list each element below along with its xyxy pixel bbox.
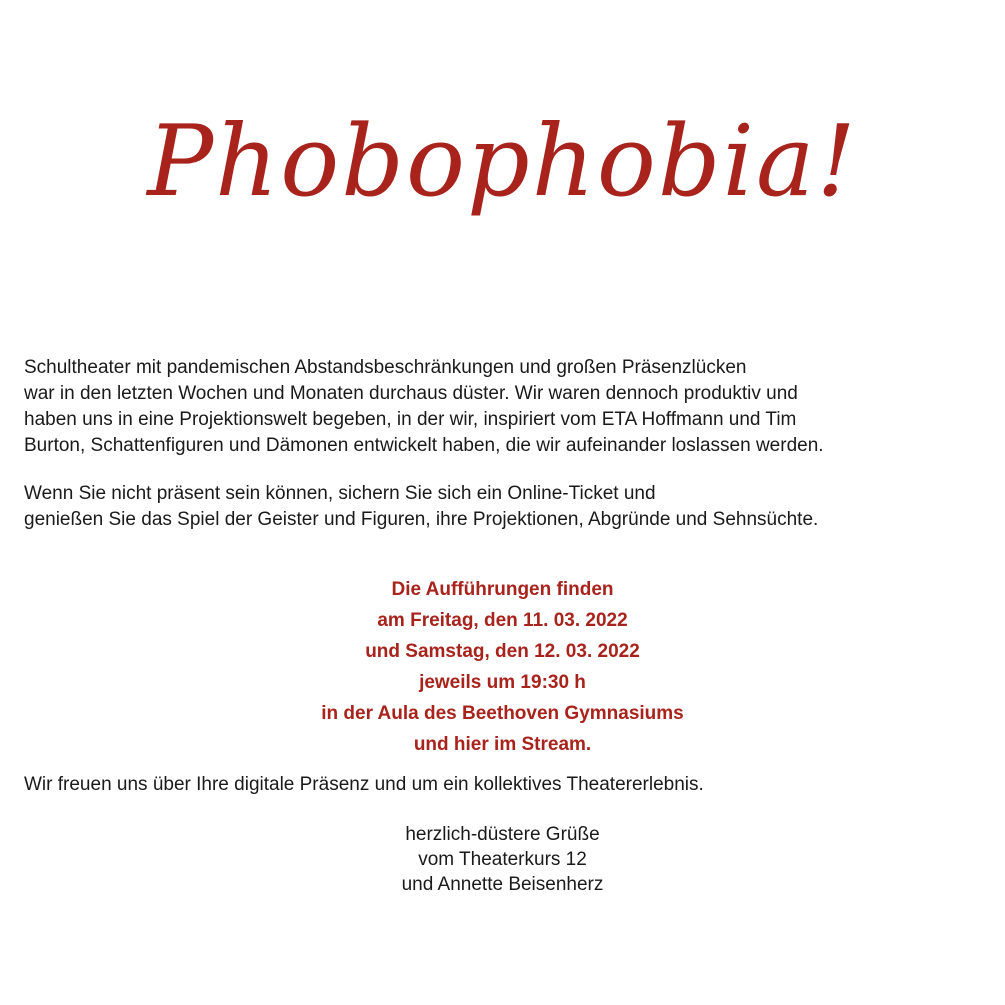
thanks-paragraph: Wir freuen uns über Ihre digitale Präsenz und um ein kollektives Theatererlebnis. [24, 774, 704, 795]
intro-line: haben uns in eine Projektionswelt begeben, in der wir, inspiriert vom ETA Hoffmann und Tim [24, 409, 797, 430]
announcement-date-friday: am Freitag, den 11. 03. 2022 [377, 610, 628, 631]
closing-signature [0, 822, 1005, 897]
announcement-line: Die Aufführungen finden [391, 579, 614, 600]
closing-line: und Annette Beisenherz [401, 874, 604, 895]
performance-announcement [0, 574, 1005, 760]
page-title: Phobophobia! [147, 105, 858, 219]
intro-paragraph [24, 355, 984, 459]
intro-line: Burton, Schattenfiguren und Dämonen entwickelt haben, die wir aufeinander loslassen werden. [24, 435, 824, 456]
announcement-venue: in der Aula des Beethoven Gymnasiums [321, 703, 684, 724]
closing-line: vom Theaterkurs 12 [418, 849, 587, 870]
announcement-date-saturday: und Samstag, den 12. 03. 2022 [365, 641, 640, 662]
announcement-stream: und hier im Stream. [413, 734, 592, 755]
announcement-time: jeweils um 19:30 h [419, 672, 586, 693]
online-ticket-paragraph [24, 481, 984, 533]
online-line: Wenn Sie nicht präsent sein können, sichern Sie sich ein Online-Ticket und [24, 483, 656, 504]
closing-line: herzlich-düstere Grüße [405, 824, 600, 845]
intro-line: war in den letzten Wochen und Monaten durchaus düster. Wir waren dennoch produktiv und [24, 383, 798, 404]
online-line: genießen Sie das Spiel der Geister und Figuren, ihre Projektionen, Abgründe und Sehnsüchte. [24, 509, 819, 530]
intro-line: Schultheater mit pandemischen Abstandsbeschränkungen und großen Präsenzlücken [24, 357, 747, 378]
